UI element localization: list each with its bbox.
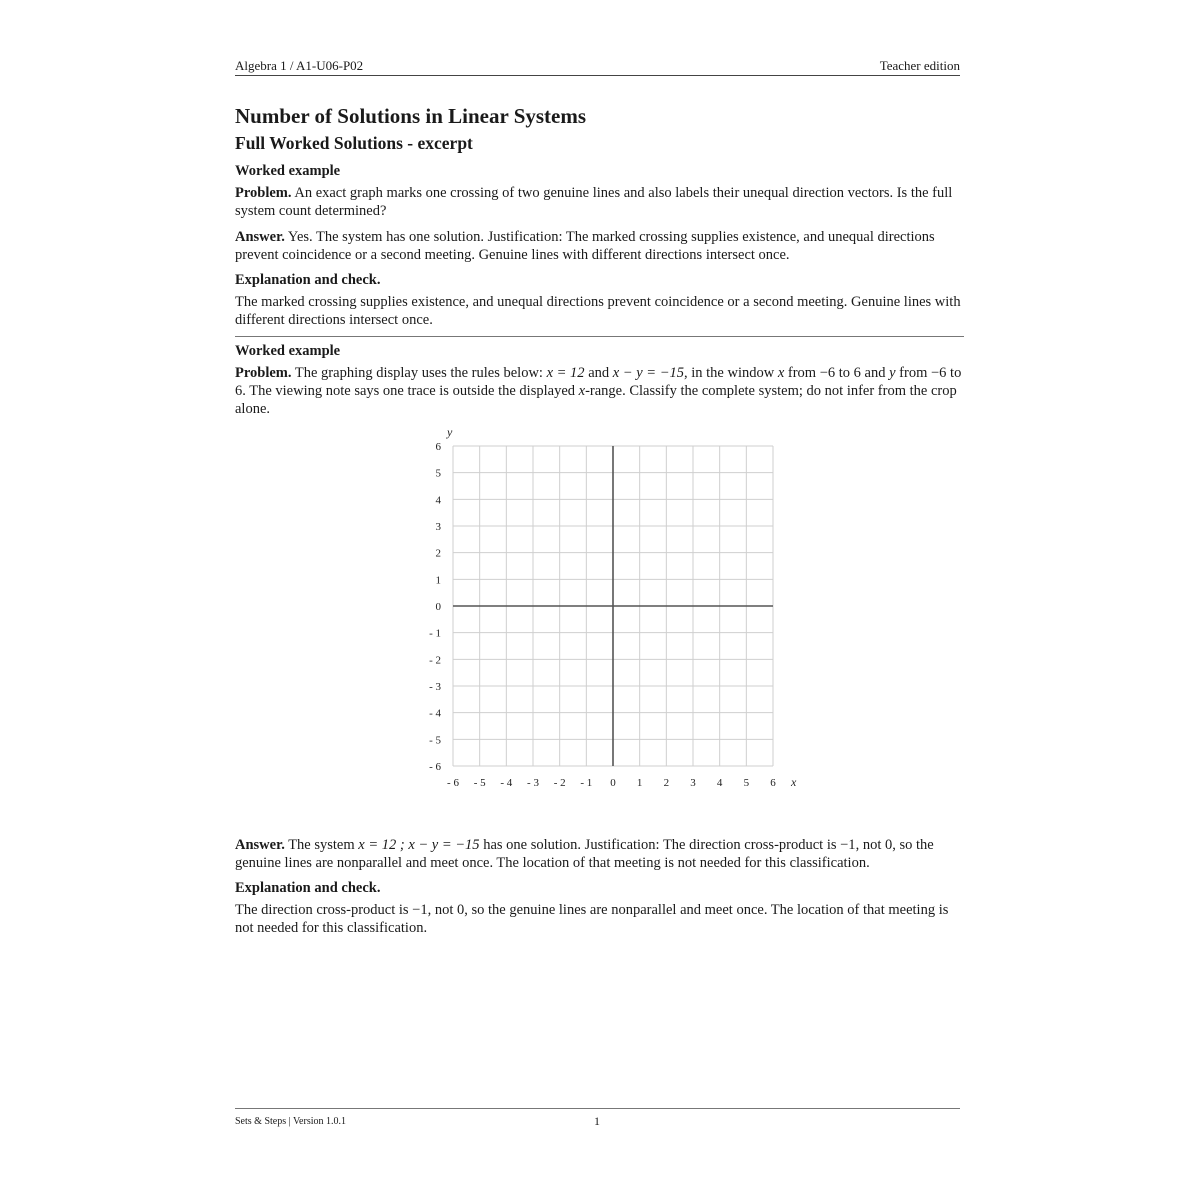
y-tick-label: - 2 xyxy=(429,654,441,667)
variable-x: x xyxy=(578,383,586,399)
problem-text: -range. Classify the complete system; do not infer from the crop alone. xyxy=(235,383,957,417)
x-axis-label: x xyxy=(791,775,797,789)
footer-version: Sets & Steps | Version 1.0.1 xyxy=(235,1116,346,1127)
problem-label: Problem. xyxy=(235,365,292,381)
value: −6 xyxy=(930,365,947,381)
y-tick-label: 0 xyxy=(435,601,441,613)
y-axis-label: y xyxy=(447,425,453,439)
y-tick-label: 1 xyxy=(435,574,441,587)
conjunction: and xyxy=(864,365,886,381)
x-tick-label: - 6 xyxy=(447,777,459,789)
example1-explanation-heading: Explanation and check. xyxy=(235,272,381,288)
y-tick-label: - 4 xyxy=(429,707,441,720)
x-tick-label: - 3 xyxy=(527,777,539,789)
value: −6 xyxy=(819,365,836,381)
answer-label: Answer. xyxy=(235,837,285,853)
answer-text: Yes. The system has one solution. Justification: The marked crossing supplies existence, and unequal directions prevent coincidence or a second meeting. Genuine lines with different directions intersect once. xyxy=(235,229,935,263)
answer-label: Answer. xyxy=(235,229,285,245)
page xyxy=(235,0,964,1200)
explanation-text: , not xyxy=(427,902,454,918)
page-title: Number of Solutions in Linear Systems xyxy=(235,104,587,128)
page-subtitle: Full Worked Solutions - excerpt xyxy=(235,133,473,153)
value: −1 xyxy=(840,837,856,853)
coordinate-grid xyxy=(425,422,805,802)
footer-divider xyxy=(235,1108,960,1109)
edition-label: Teacher edition xyxy=(879,58,960,73)
x-tick-label: - 2 xyxy=(553,777,566,789)
y-tick-label: - 3 xyxy=(429,681,441,693)
x-tick-label: - 5 xyxy=(473,777,486,789)
problem-text: . The viewing note says one trace is outside the displayed xyxy=(242,383,575,399)
answer-text: has one solution. Justification: The direction cross-product is xyxy=(483,837,837,853)
example1-explanation: The marked crossing supplies existence, and unequal directions prevent coincidence or a second meeting. Genuine lines with different directions intersect once. xyxy=(235,294,961,328)
page-number: 1 xyxy=(594,1114,600,1128)
variable-y: y xyxy=(889,365,896,381)
explanation-text: , so the genuine lines are nonparallel and meet once. The location of that meeting is not needed for this classification. xyxy=(235,902,949,936)
value: 0 xyxy=(884,837,893,853)
problem-text: , in the window xyxy=(683,365,775,381)
example1-problem xyxy=(235,184,964,220)
word: to xyxy=(950,365,962,381)
value: −1 xyxy=(412,902,428,918)
problem-text: The graphing display uses the rules below: xyxy=(294,365,543,381)
value: 6 xyxy=(235,383,243,399)
example1-heading: Worked example xyxy=(235,163,341,179)
variable-x: x xyxy=(777,365,785,381)
problem-label: Problem. xyxy=(235,185,292,201)
x-tick-label: 5 xyxy=(743,777,750,789)
problem-text: An exact graph marks one crossing of two genuine lines and also labels their unequal direction vectors. Is the full system count determined? xyxy=(235,185,953,219)
y-tick-label: 6 xyxy=(435,441,441,453)
word: from xyxy=(899,365,928,381)
equation-1: x = 12 xyxy=(546,365,585,381)
example2-answer xyxy=(235,836,964,872)
x-tick-label: - 1 xyxy=(580,777,593,789)
example1-answer xyxy=(235,228,964,264)
x-tick-label: 1 xyxy=(636,777,643,789)
equation-2: x − y = −15 xyxy=(612,365,684,381)
running-header xyxy=(235,58,960,76)
y-tick-label: 2 xyxy=(435,547,441,560)
x-tick-label: 4 xyxy=(716,777,723,789)
answer-equation: x = 12 ; x − y = −15 xyxy=(358,837,480,853)
y-tick-label: - 6 xyxy=(429,761,441,773)
x-tick-label: - 4 xyxy=(500,777,513,789)
word: to xyxy=(838,365,851,381)
section-divider xyxy=(235,336,964,337)
y-tick-label: 4 xyxy=(435,494,441,507)
value: 6 xyxy=(853,365,861,381)
y-tick-label: 5 xyxy=(435,467,441,480)
answer-text: , not xyxy=(855,837,882,853)
y-tick-label: - 5 xyxy=(429,734,441,747)
y-tick-label: - 1 xyxy=(429,627,441,640)
y-tick-label: 3 xyxy=(435,521,441,533)
example2-problem xyxy=(235,364,964,418)
x-tick-label: 0 xyxy=(610,777,616,789)
course-code: Algebra 1 / A1-U06-P02 xyxy=(235,58,364,73)
explanation-text: The direction cross-product is xyxy=(235,902,409,918)
answer-text: The system xyxy=(288,837,355,853)
example2-explanation xyxy=(235,901,964,937)
x-tick-label: 3 xyxy=(690,777,696,789)
word: from xyxy=(787,365,817,381)
answer-text: , so the genuine lines are nonparallel and meet once. The location of that meeting is not needed for this classification. xyxy=(235,837,934,871)
x-tick-label: 2 xyxy=(663,777,670,789)
example2-explanation-heading: Explanation and check. xyxy=(235,880,381,896)
value: 0 xyxy=(457,902,465,918)
conjunction: and xyxy=(588,365,610,381)
x-tick-label: 6 xyxy=(770,777,776,789)
example2-heading: Worked example xyxy=(235,343,341,359)
